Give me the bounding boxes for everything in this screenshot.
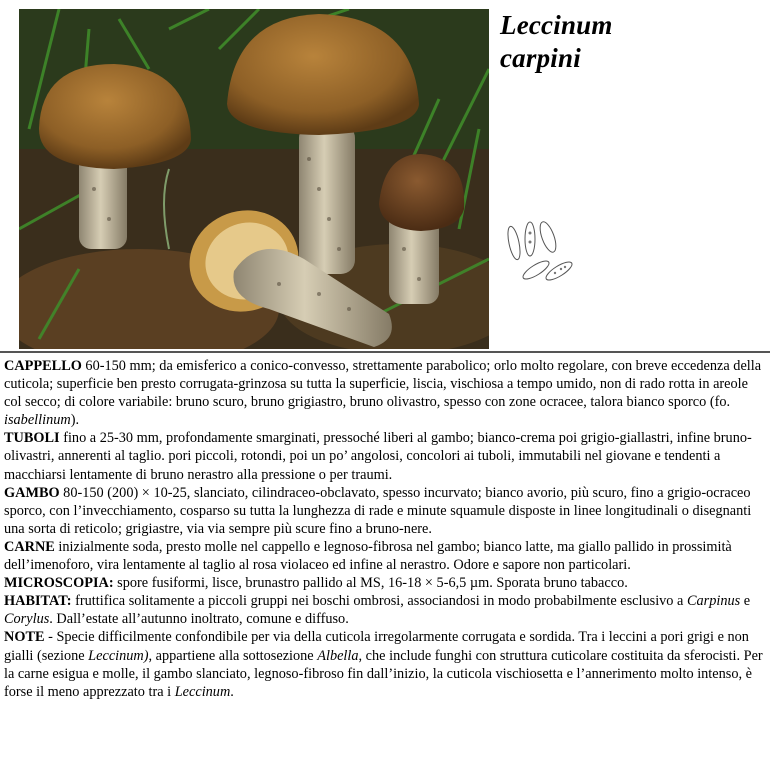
section-label: HABITAT: (4, 593, 72, 610)
section-text: , appartiene alla sottosezione (148, 647, 318, 664)
title-species: carpini (500, 43, 581, 73)
species-title (500, 9, 613, 75)
section-text: . Dall’estate all’autunno inoltrato, comune e diffuso. (49, 611, 349, 628)
section-label: TUBOLI (4, 430, 60, 447)
section-text: , che include funghi con struttura cuticolare costituita da sferocisti. Per la carne esigua e molle, il gambo slanciato, legnoso-fibroso fin dall’inizio, la cuticola vischiosetta e l’annerimento molto intenso, è forse il meno apprezzato tra i (4, 647, 763, 700)
description (4, 357, 766, 701)
italic-text: Albella (317, 647, 359, 664)
section-text: fino a 25-30 mm, profondamente smarginati, pressoché liberi al gambo; bianco-crema poi grigio-giallastri, infine bruno-olivastri, annerenti al taglio. pori piccoli, rotondi, poi un po’ angolosi, concolori ai tuboli, immutabili nel giovane e tendenti a macchiarsi lentamente di bruno nerastro alla pressione o per traumi. (4, 430, 752, 483)
italic-text: Corylus (4, 611, 50, 628)
section-label: GAMBO (4, 484, 60, 501)
section-habitat (4, 592, 766, 628)
section-label: NOTE (4, 629, 45, 646)
section-microscopia (4, 574, 766, 592)
section-note (4, 628, 766, 700)
mushroom-photo-icon (19, 9, 489, 349)
italic-text: Leccinum (174, 683, 231, 700)
divider (0, 351, 770, 353)
section-tuboli (4, 429, 766, 483)
section-text: - Specie difficilmente confondibile per via della cuticola irregolarmente corrugata e sordida. Tra i leccini a pori grigi e non gialli (sezione (4, 629, 749, 664)
italic-text: Carpinus (686, 593, 741, 610)
section-text: fruttifica solitamente a piccoli gruppi nei boschi ombrosi, associandosi in modo probabilmente esclusivo a (71, 593, 687, 610)
section-label: CAPPELLO (4, 358, 82, 374)
mushroom-photo (19, 9, 489, 349)
section-text: e (740, 593, 751, 610)
section-text: ). (70, 412, 80, 429)
section-label: MICROSCOPIA: (4, 575, 114, 592)
section-text: inizialmente soda, presto molle nel cappello e legnoso-fibrosa nel gambo; bianco latte, ma giallo pallido in prossimità dell’imenoforo, vira lentamente al taglio al rosa violaceo ed infine al nerastro. Odore e sapore non particolari. (4, 538, 732, 574)
section-label: CARNE (4, 538, 55, 555)
italic-text: Leccinum) (88, 647, 149, 664)
italic-text: isabellinum (4, 412, 71, 429)
spore-drawing (503, 218, 577, 286)
section-text: . (230, 683, 234, 700)
spore-drawing-icon (503, 218, 577, 286)
section-gambo (4, 484, 766, 538)
section-text: 80-150 (200) × 10-25, slanciato, cilindraceo-obclavato, spesso incurvato; bianco avorio, più scuro, fino a grigio-ocraceo sporco, con l’invecchiamento, cosparso su tutta la lunghezza di rade e minute squamule disposte in linee longitudinali o disegnanti una sorta di reticolo; grigiastre, via via sempre più scure fino a bruno-nere. (4, 484, 752, 537)
title-genus: Leccinum (500, 10, 613, 40)
section-cappello (4, 357, 766, 429)
section-carne (4, 538, 766, 574)
section-text: spore fusiformi, lisce, brunastro pallido al MS, 16-18 × 5-6,5 µm. Sporata bruno tabacco. (113, 575, 628, 592)
section-text: 60-150 mm; da emisferico a conico-convesso, strettamente parabolico; orlo molto regolare, con breve eccedenza della cuticola; superficie ben presto corrugata-grinzosa su tutta la superficie, liscia, vischiosa a tempo umido, non di rado rotta in areole col secco; di colore variabile: bruno scuro, bruno grigiastro, bruno olivastro, spesso con zone ocracee, talora bianco sporco (fo. (4, 358, 762, 411)
